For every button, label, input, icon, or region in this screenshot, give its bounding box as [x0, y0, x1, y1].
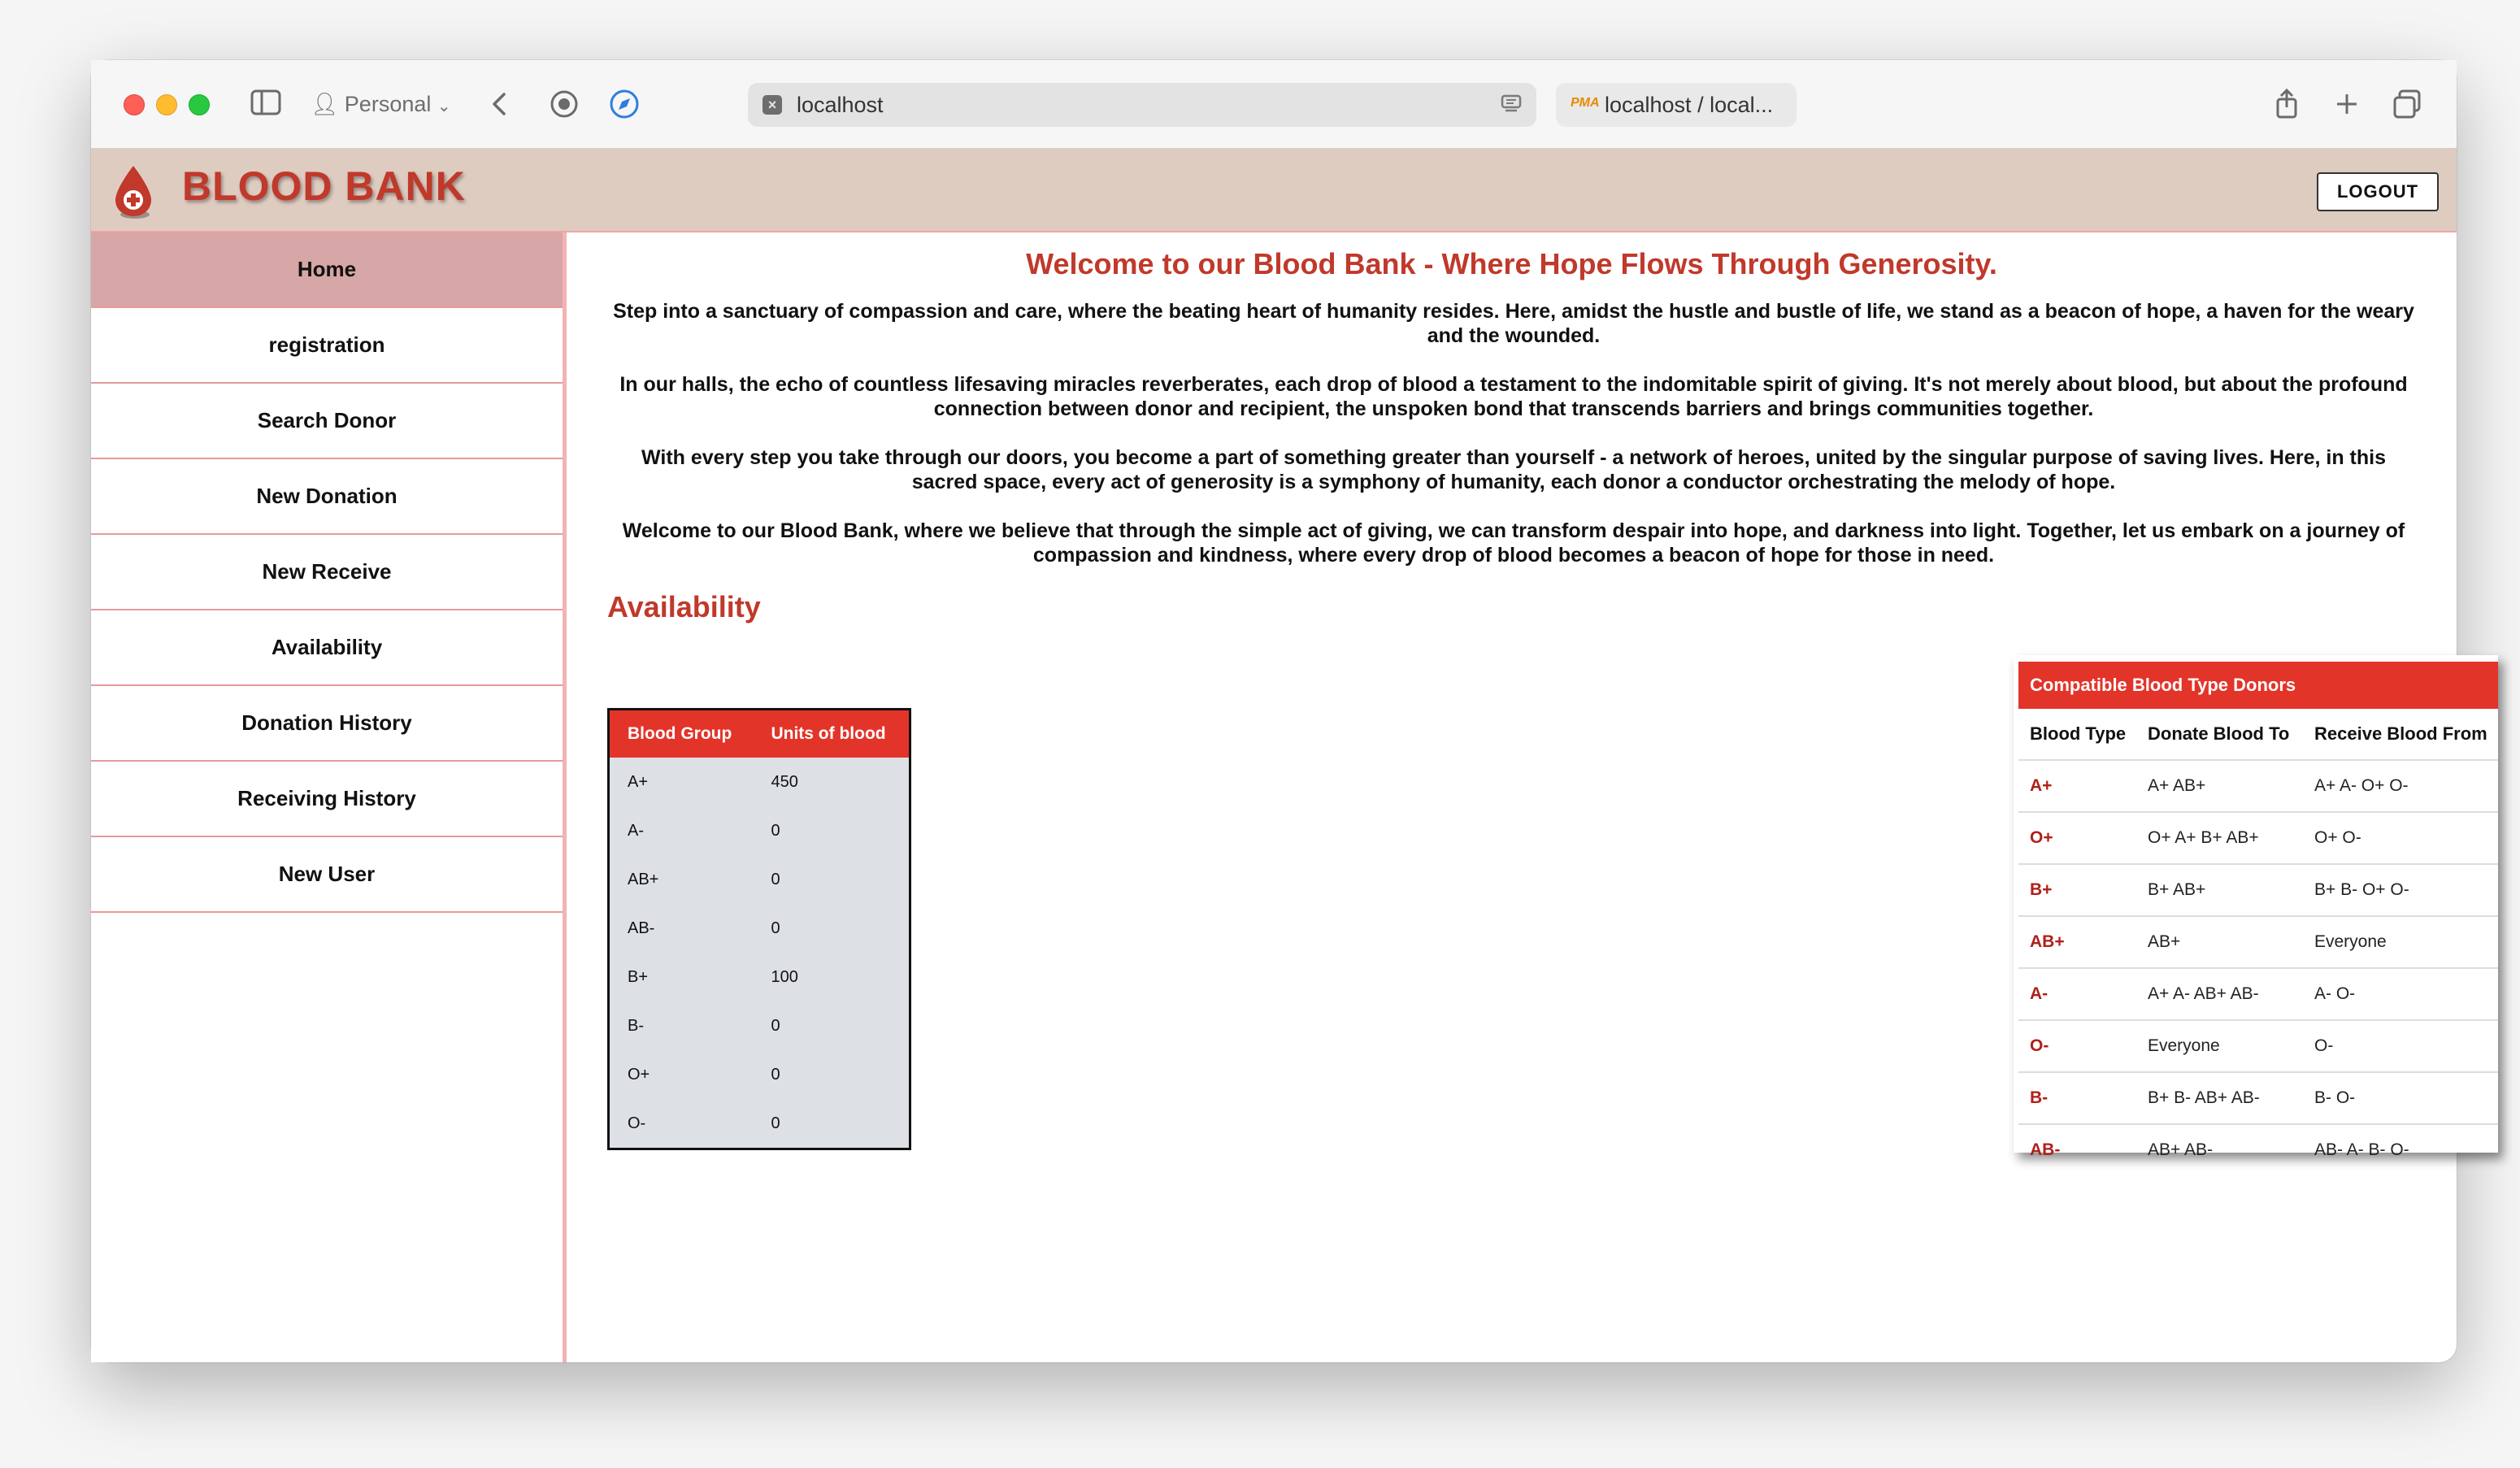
donate-to-cell: Everyone [2136, 1020, 2303, 1072]
receive-from-cell: O- [2303, 1020, 2498, 1072]
table-row [609, 953, 910, 1001]
compass-icon[interactable] [608, 88, 641, 120]
table-row [2018, 1020, 2498, 1072]
table-row [2018, 760, 2498, 812]
blood-group-cell: A- [628, 821, 644, 840]
column-header: Blood Type [2018, 709, 2136, 760]
receive-from-cell: B- O- [2303, 1072, 2498, 1124]
blood-group-cell: B+ [628, 967, 649, 986]
compatibility-card [2014, 655, 2498, 1159]
receive-from-cell: Everyone [2303, 916, 2498, 968]
url-text: localhost [797, 93, 884, 117]
app-header [91, 148, 2457, 232]
blood-drop-logo-icon [109, 163, 158, 221]
blood-type-cell: AB+ [2018, 916, 2136, 968]
back-icon[interactable] [488, 88, 512, 120]
units-cell: 0 [771, 1065, 780, 1084]
sidebar-item-search-donor[interactable]: Search Donor [91, 384, 563, 459]
record-icon[interactable] [548, 88, 580, 120]
table-row [2018, 916, 2498, 968]
main-content [567, 232, 2487, 1362]
availability-heading: Availability [607, 590, 761, 623]
person-icon: 👤︎ [311, 92, 339, 116]
profile-menu[interactable] [311, 88, 451, 120]
intro-paragraph-3: With every step you take through our doors, you become a part of something greater than yourself - a network of heroes, united by the singular purpose of saving lives. Here, in this sacred space, every act of generosity is a symphony of humanity, each donor a conductor orchestrating the melody of hope. [641, 446, 2386, 493]
blood-type-cell: O+ [2018, 812, 2136, 864]
blood-type-cell: A+ [2018, 760, 2136, 812]
receive-from-cell: A- O- [2303, 968, 2498, 1020]
table-row [2018, 812, 2498, 864]
tab-overview-icon[interactable] [2392, 88, 2424, 120]
availability-table [607, 708, 911, 1150]
table-row [2018, 1124, 2498, 1175]
donate-to-cell: B+ B- AB+ AB- [2136, 1072, 2303, 1124]
table-row [2018, 968, 2498, 1020]
browser-window [91, 60, 2487, 1362]
table-row [609, 806, 910, 855]
sidebar [91, 232, 567, 1362]
minimize-window-button[interactable] [156, 94, 177, 115]
tab-title: localhost / local... [1605, 93, 1774, 117]
sidebar-item-new-user[interactable]: New User [91, 837, 563, 913]
table-row [609, 855, 910, 904]
sidebar-item-availability[interactable]: Availability [91, 610, 563, 686]
page-title: Welcome to our Blood Bank - Where Hope Flows Through Generosity. [1026, 247, 1997, 280]
sidebar-item-new-receive[interactable]: New Receive [91, 535, 563, 610]
units-cell: 100 [771, 967, 798, 986]
sidebar-item-receiving-history[interactable]: Receiving History [91, 762, 563, 837]
profile-label: Personal [344, 92, 432, 116]
table-row [609, 1099, 910, 1149]
blood-type-cell: AB- [2030, 1140, 2061, 1159]
blood-group-cell: AB+ [628, 870, 659, 888]
chevron-down-icon: ⌄ [437, 98, 451, 115]
intro-paragraph-2: In our halls, the echo of countless lifesaving miracles reverberates, each drop of blood a testament to the indomitable spirit of giving. It's not merely about blood, but about the profound connection between donor and recipient, the unspoken bond that transcends barriers and brings communities together. [619, 373, 2408, 420]
column-header: Receive Blood From [2303, 709, 2498, 760]
intro-paragraph-1: Step into a sanctuary of compassion and care, where the beating heart of humanity resides. Here, amidst the hustle and bustle of life, we stand as a beacon of hope, a haven for the weary and the wounded. [613, 300, 2414, 347]
intro-paragraph-4: Welcome to our Blood Bank, where we believe that through the simple act of giving, we can transform despair into hope, and darkness into light. Together, let us embark on a journey of compassion and kindness, where every drop of blood becomes a beacon of hope for those in need. [622, 519, 2405, 567]
blood-type-cell: B+ [2018, 864, 2136, 916]
units-cell: 0 [771, 821, 780, 840]
compatibility-title: Compatible Blood Type Donors [2018, 662, 2498, 709]
blood-type-cell: O- [2018, 1020, 2136, 1072]
receive-from-cell: A+ A- O+ O- [2303, 760, 2498, 812]
column-header: Blood Group [609, 710, 754, 758]
logout-button[interactable]: LOGOUT [2317, 172, 2439, 211]
donate-to-cell: B+ AB+ [2136, 864, 2303, 916]
sidebar-toggle-icon[interactable] [250, 88, 283, 120]
units-cell: 0 [771, 1114, 780, 1132]
phpmyadmin-icon: PMA [1571, 96, 1600, 110]
sidebar-item-home[interactable]: Home [91, 232, 563, 308]
table-row [609, 1050, 910, 1099]
compatibility-table [2018, 709, 2498, 1175]
tab-phpmyadmin[interactable] [1556, 83, 1797, 127]
table-row [609, 1001, 910, 1050]
donate-to-cell: AB+ [2136, 916, 2303, 968]
column-header: Donate Blood To [2136, 709, 2303, 760]
table-row [609, 758, 910, 806]
units-cell: 0 [771, 919, 780, 937]
table-row [2018, 1072, 2498, 1124]
receive-from-cell: B+ B- O+ O- [2303, 864, 2498, 916]
table-row [2018, 864, 2498, 916]
column-header: Units of blood [753, 710, 910, 758]
sidebar-item-registration[interactable]: registration [91, 308, 563, 384]
units-cell: 450 [771, 772, 798, 791]
units-cell: 0 [771, 870, 780, 888]
blood-group-cell: A+ [628, 772, 649, 791]
table-row [609, 904, 910, 953]
table-header-row [2018, 709, 2498, 760]
donate-to-cell: O+ A+ B+ AB+ [2136, 812, 2303, 864]
table-header-row [609, 710, 910, 758]
receive-from-cell: O+ O- [2303, 812, 2498, 864]
share-icon[interactable] [2273, 88, 2301, 120]
blood-group-cell: AB- [628, 919, 655, 937]
clear-url-icon[interactable]: × [763, 95, 782, 115]
new-tab-icon[interactable] [2333, 88, 2361, 120]
blood-group-cell: B- [628, 1016, 644, 1035]
blood-type-cell: A- [2018, 968, 2136, 1020]
units-cell: 0 [771, 1016, 780, 1035]
donate-to-cell: A+ A- AB+ AB- [2136, 968, 2303, 1020]
blood-group-cell: O+ [628, 1065, 650, 1084]
donate-to-cell: A+ AB+ [2136, 760, 2303, 812]
donate-to-cell: AB+ AB- [2148, 1140, 2213, 1159]
close-window-button[interactable] [124, 94, 145, 115]
blood-group-cell: O- [628, 1114, 646, 1132]
reader-icon[interactable] [1501, 93, 1522, 115]
address-bar[interactable] [748, 83, 1536, 127]
receive-from-cell: AB- A- B- O- [2314, 1140, 2409, 1159]
brand-title: BLOOD BANK [182, 163, 466, 209]
sidebar-item-new-donation[interactable]: New Donation [91, 459, 563, 535]
sidebar-item-donation-history[interactable]: Donation History [91, 686, 563, 762]
blood-type-cell: B- [2018, 1072, 2136, 1124]
browser-toolbar [91, 60, 2457, 149]
maximize-window-button[interactable] [189, 94, 210, 115]
